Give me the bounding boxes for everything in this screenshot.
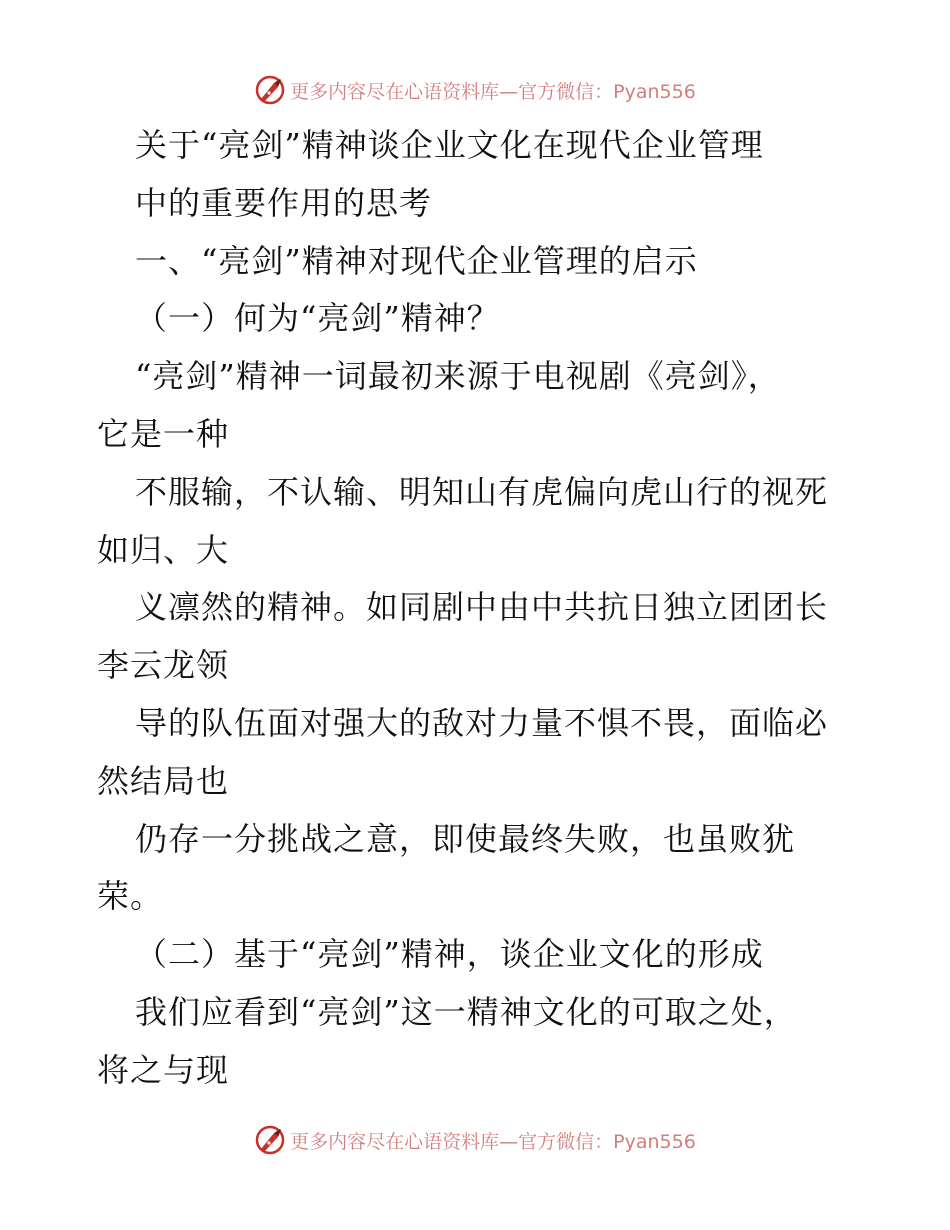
pen-nib-circle-icon [254, 74, 286, 106]
footer-watermark-banner [0, 1120, 950, 1160]
paragraph-line: 荣。 [97, 877, 164, 916]
header-watermark-banner [0, 70, 950, 110]
paragraph-line: 仍存一分挑战之意，即使最终失败，也虽败犹 [135, 819, 796, 858]
paragraph-line: 不服输，不认输、明知山有虎偏向虎山行的视死 [135, 472, 829, 511]
paragraph-line: 如归、大 [97, 530, 230, 569]
paragraph-line: 它是一种 [97, 414, 230, 453]
document-body [97, 117, 857, 1100]
paragraph-line: 我们应看到“亮剑”这一精神文化的可取之处， [135, 992, 797, 1031]
watermark-text: 更多内容尽在心语资料库—官方微信：Pyan556 [290, 80, 696, 103]
paragraph-line: 义凛然的精神。如同剧中由中共抗日独立团团长 [135, 588, 829, 627]
doc-title-line-2: 中的重要作用的思考 [135, 183, 433, 222]
subsection-heading-2: （二）基于“亮剑”精神，谈企业文化的形成 [135, 935, 764, 974]
paragraph-line: 然结局也 [97, 761, 230, 800]
paragraph-line: 导的队伍面对强大的敌对力量不惧不畏，面临必 [135, 703, 829, 742]
section-heading-1: 一、“亮剑”精神对现代企业管理的启示 [135, 241, 698, 280]
paragraph-line: “亮剑”精神一词最初来源于电视剧《亮剑》， [135, 357, 781, 396]
paragraph-line: 李云龙领 [97, 646, 230, 685]
paragraph-line: 将之与现 [97, 1050, 230, 1089]
watermark-text: 更多内容尽在心语资料库—官方微信：Pyan556 [290, 1130, 696, 1153]
doc-title-line-1: 关于“亮剑”精神谈企业文化在现代企业管理 [135, 126, 764, 164]
pen-nib-circle-icon [254, 1124, 286, 1156]
subsection-heading-1: （一）何为“亮剑”精神？ [135, 299, 500, 338]
